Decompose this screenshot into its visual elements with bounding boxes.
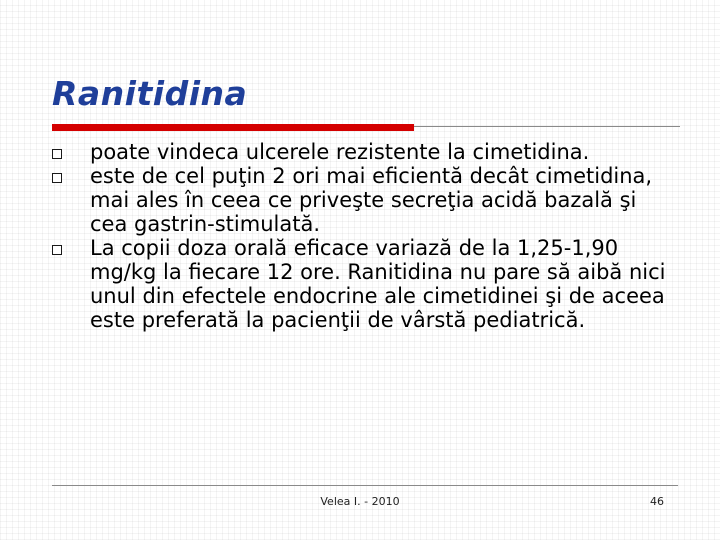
footer-author: Velea I. - 2010 <box>320 495 400 508</box>
hollow-square-bullet-icon <box>52 245 62 255</box>
bullet-text: este de cel puţin 2 ori mai eficientă decât cimetidina, mai ales în ceea ce priveşte secreţia acidă bazală şi cea gastrin-stimulată. <box>90 164 653 236</box>
bullet-list <box>52 140 672 332</box>
hollow-square-bullet-icon <box>52 149 62 159</box>
title-accent-bar <box>52 124 414 131</box>
bullet-item <box>52 236 672 332</box>
bullet-item <box>52 164 672 236</box>
bullet-text: La copii doza orală eficace variază de la 1,25-1,90 mg/kg la fiecare 12 ore. Ranitidina nu pare să aibă nici unul din efectele endocrine ale cimetidinei şi de aceea este preferată la pacienţii de vârstă pediatrică. <box>90 236 666 332</box>
bullet-text: poate vindeca ulcerele rezistente la cimetidina. <box>90 140 590 164</box>
bullet-item <box>52 140 672 164</box>
page-number: 46 <box>650 495 664 508</box>
footer-divider-line <box>52 485 678 486</box>
hollow-square-bullet-icon <box>52 173 62 183</box>
slide-title: Ranitidina <box>52 74 248 113</box>
